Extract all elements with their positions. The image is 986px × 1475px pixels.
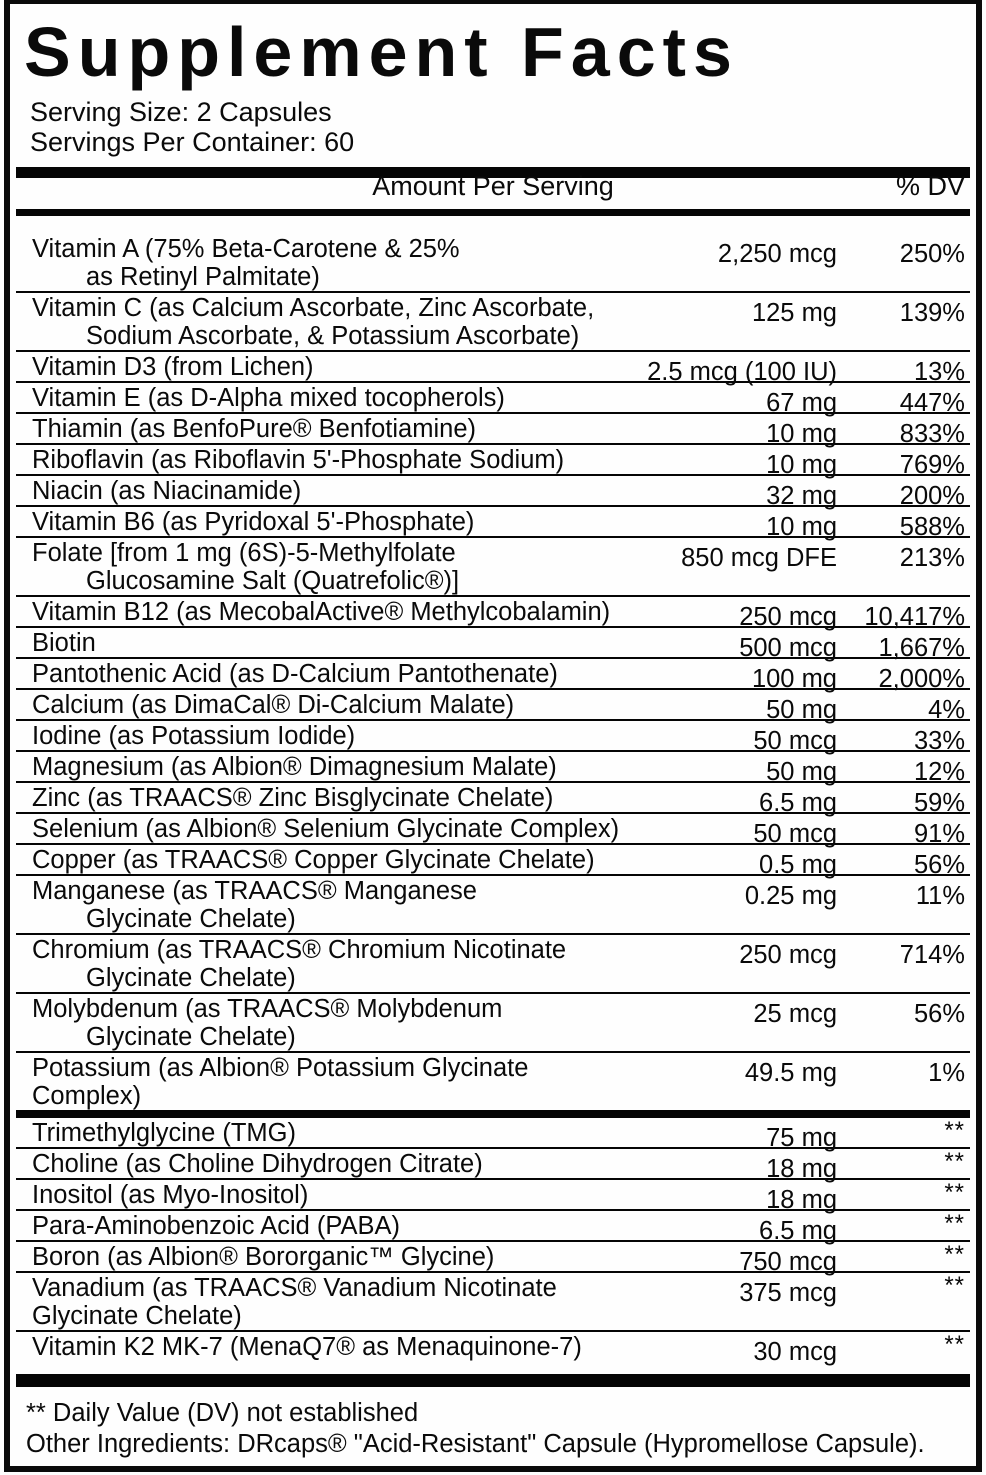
amount-value: 10 mg — [766, 450, 837, 479]
table-row — [16, 994, 970, 1053]
table-row — [16, 690, 970, 724]
ingredient-name-line: Selenium (as Albion® Selenium Glycinate Complex) — [32, 814, 620, 843]
footnotes — [26, 1398, 970, 1460]
amount-value: 500 mcg — [739, 633, 837, 662]
table-row — [16, 752, 970, 786]
dv-value: ** — [944, 1240, 965, 1268]
table-row — [16, 1273, 970, 1332]
amount-value: 850 mcg DFE — [681, 543, 837, 572]
dv-value: 447% — [899, 388, 965, 417]
ingredient-name-line: Vitamin B6 (as Pyridoxal 5'-Phosphate) — [32, 507, 475, 536]
table-header-row — [16, 170, 970, 209]
table-row — [16, 1116, 970, 1152]
ingredient-name-line: Vitamin K2 MK-7 (MenaQ7® as Menaquinone-7) — [32, 1332, 582, 1361]
ingredient-name — [32, 815, 625, 843]
dv-value: ** — [944, 1209, 965, 1237]
ingredient-name-line: Riboflavin (as Riboflavin 5'-Phosphate Sodium) — [32, 445, 565, 474]
dv-value: 769% — [899, 450, 965, 479]
ingredient-name — [32, 294, 625, 350]
amount-value: 49.5 mg — [744, 1058, 837, 1087]
ingredient-name-line: Vanadium (as TRAACS® Vanadium Nicotinate — [32, 1273, 557, 1302]
ingredient-name — [32, 235, 625, 291]
dv-value: 56% — [913, 850, 965, 879]
ingredient-name — [32, 598, 625, 626]
ingredient-name — [32, 353, 625, 381]
dv-value: 200% — [899, 481, 965, 510]
amount-value: 6.5 mg — [759, 1216, 837, 1245]
dv-value: 250% — [899, 239, 965, 268]
dv-value: 12% — [913, 757, 965, 786]
ingredient-name-line: Magnesium (as Albion® Dimagnesium Malate) — [32, 752, 557, 781]
ingredient-name-line: Glycinate Chelate) — [86, 1022, 296, 1051]
amount-value: 50 mcg — [753, 819, 837, 848]
ingredient-name — [32, 384, 625, 412]
amount-value: 25 mcg — [753, 999, 837, 1028]
amount-value: 250 mcg — [739, 602, 837, 631]
table-row — [16, 845, 970, 879]
table-row — [16, 1330, 970, 1366]
ingredient-name-line: Glycinate Chelate) — [32, 1301, 242, 1330]
dv-value: 4% — [928, 695, 965, 724]
ingredient-name — [32, 691, 625, 719]
ingredient-name-line: Calcium (as DimaCal® Di-Calcium Malate) — [32, 690, 515, 719]
table-row — [16, 814, 970, 848]
ingredient-name — [32, 753, 625, 781]
ingredient-name — [32, 415, 625, 443]
amount-value: 50 mg — [766, 757, 837, 786]
dv-value: 833% — [899, 419, 965, 448]
footnote-dv-not-established: ** Daily Value (DV) not established — [26, 1399, 419, 1427]
ingredient-name — [32, 1333, 625, 1361]
amount-value: 2,250 mcg — [717, 239, 837, 268]
amount-value: 18 mg — [766, 1154, 837, 1183]
dv-value: 2,000% — [878, 664, 965, 693]
ingredient-name-line: Thiamin (as BenfoPure® Benfotiamine) — [32, 414, 476, 443]
table-row — [16, 876, 970, 935]
amount-value: 250 mcg — [739, 940, 837, 969]
table-row — [16, 1209, 970, 1245]
serving-size-text: Serving Size: 2 Capsules — [30, 96, 332, 127]
ingredient-name-line: Para-Aminobenzoic Acid (PABA) — [32, 1211, 401, 1240]
table-row — [16, 507, 970, 541]
ingredient-name-line: Iodine (as Potassium Iodide) — [32, 721, 356, 750]
ingredient-name-line: Zinc (as TRAACS® Zinc Bisglycinate Chelate) — [32, 783, 554, 812]
amount-value: 50 mcg — [753, 726, 837, 755]
ingredient-name-line: Vitamin C (as Calcium Ascorbate, Zinc Ascorbate, — [32, 293, 595, 322]
table-row — [16, 293, 970, 352]
amount-value: 50 mg — [766, 695, 837, 724]
table-row — [16, 1147, 970, 1183]
dv-value: 91% — [913, 819, 965, 848]
ingredient-name-line: Glucosamine Salt (Quatrefolic®)] — [86, 566, 460, 595]
amount-value: 32 mg — [766, 481, 837, 510]
ingredient-name-line: Sodium Ascorbate, & Potassium Ascorbate) — [86, 321, 580, 350]
table-row — [16, 414, 970, 448]
label-title: Supplement Facts — [24, 13, 739, 91]
ingredient-name — [32, 784, 625, 812]
ingredient-name — [32, 846, 625, 874]
ingredient-name-line: Pantothenic Acid (as D-Calcium Pantothenate) — [32, 659, 558, 688]
dv-value: 56% — [913, 999, 965, 1028]
ingredient-name-line: Inositol (as Myo-Inositol) — [32, 1180, 309, 1209]
ingredient-name — [32, 508, 625, 536]
ingredient-name — [32, 539, 625, 595]
ingredient-name-line: Copper (as TRAACS® Copper Glycinate Chelate) — [32, 845, 595, 874]
table-row — [16, 538, 970, 597]
table-row — [16, 352, 970, 386]
table-row — [16, 628, 970, 662]
table-row — [16, 445, 970, 479]
dv-value: 714% — [899, 940, 965, 969]
dv-value: 1% — [928, 1058, 965, 1087]
ingredient-name — [32, 446, 625, 474]
ingredient-name — [32, 722, 625, 750]
amount-value: 100 mg — [751, 664, 837, 693]
table-row — [16, 1178, 970, 1214]
ingredient-name — [32, 1243, 625, 1271]
ingredient-name-line: Molybdenum (as TRAACS® Molybdenum — [32, 994, 503, 1023]
ingredient-name-line: Folate [from 1 mg (6S)-5-Methylfolate — [32, 538, 456, 567]
column-header-amount-per-serving: Amount Per Serving — [372, 170, 614, 201]
table-row — [16, 476, 970, 510]
dv-value: ** — [944, 1330, 965, 1358]
dv-value: ** — [944, 1116, 965, 1144]
dv-value: 588% — [899, 512, 965, 541]
amount-value: 125 mg — [751, 298, 837, 327]
table-row — [16, 383, 970, 417]
amount-value: 18 mg — [766, 1185, 837, 1214]
amount-value: 6.5 mg — [759, 788, 837, 817]
ingredient-name — [32, 1274, 625, 1330]
ingredient-name-line: Vitamin A (75% Beta-Carotene & 25% — [32, 234, 460, 263]
table-row — [16, 216, 970, 293]
ingredient-name-line: Vitamin E (as D-Alpha mixed tocopherols) — [32, 383, 505, 412]
table-row — [16, 721, 970, 755]
dv-value: 59% — [913, 788, 965, 817]
table-row — [16, 597, 970, 631]
facts-table — [16, 216, 970, 1366]
ingredient-name-line: Vitamin D3 (from Lichen) — [32, 352, 314, 381]
table-row — [16, 1240, 970, 1276]
ingredient-name-line: Choline (as Choline Dihydrogen Citrate) — [32, 1149, 483, 1178]
serving-info — [30, 97, 970, 157]
ingredient-name-line: Trimethylglycine (TMG) — [32, 1118, 296, 1147]
ingredient-name-line: Vitamin B12 (as MecobalActive® Methylcobalamin) — [32, 597, 611, 626]
amount-value: 10 mg — [766, 419, 837, 448]
ingredient-name-line: Glycinate Chelate) — [86, 904, 296, 933]
dv-value: ** — [944, 1271, 965, 1299]
dv-value: ** — [944, 1178, 965, 1206]
ingredient-name-line: as Retinyl Palmitate) — [86, 262, 320, 291]
ingredient-name-line: Glycinate Chelate) — [86, 963, 296, 992]
divider-bar-header — [16, 209, 970, 216]
column-header-percent-dv: % DV — [895, 170, 965, 201]
ingredient-name — [32, 877, 625, 933]
dv-value: 213% — [899, 543, 965, 572]
amount-value: 375 mcg — [739, 1278, 837, 1307]
footnote-other-ingredients: Other Ingredients: DRcaps® "Acid-Resistant" Capsule (Hypromellose Capsule). — [26, 1430, 925, 1458]
amount-value: 30 mcg — [753, 1337, 837, 1366]
dv-value: 10,417% — [864, 602, 965, 631]
ingredient-name-line: Chromium (as TRAACS® Chromium Nicotinate — [32, 935, 567, 964]
amount-value: 67 mg — [766, 388, 837, 417]
ingredient-name-line: Biotin — [32, 628, 96, 657]
table-row — [16, 935, 970, 994]
amount-value: 0.25 mg — [744, 881, 837, 910]
dv-value: 33% — [913, 726, 965, 755]
ingredient-name-line: Manganese (as TRAACS® Manganese — [32, 876, 477, 905]
dv-value: 11% — [915, 881, 965, 910]
ingredient-name-line: Niacin (as Niacinamide) — [32, 476, 302, 505]
ingredient-name — [32, 936, 625, 992]
ingredient-name — [32, 629, 625, 657]
dv-value: 1,667% — [878, 633, 965, 662]
amount-value: 750 mcg — [739, 1247, 837, 1276]
amount-value: 2.5 mcg (100 IU) — [647, 357, 837, 386]
ingredient-name — [32, 1119, 625, 1147]
table-row — [16, 659, 970, 693]
dv-value: 139% — [899, 298, 965, 327]
ingredient-name — [32, 1150, 625, 1178]
divider-bar-thick-bottom — [16, 1374, 970, 1387]
servings-per-container-text: Servings Per Container: 60 — [30, 126, 355, 157]
amount-value: 0.5 mg — [759, 850, 837, 879]
ingredient-name — [32, 660, 625, 688]
dv-value: 13% — [913, 357, 965, 386]
ingredient-name — [32, 477, 625, 505]
table-row — [16, 1053, 970, 1118]
ingredient-name — [32, 995, 625, 1051]
amount-value: 10 mg — [766, 512, 837, 541]
ingredient-name — [32, 1181, 625, 1209]
ingredient-name — [32, 1054, 625, 1110]
supplement-facts-label — [4, 0, 982, 1472]
ingredient-name-line: Boron (as Albion® Bororganic™ Glycine) — [32, 1242, 495, 1271]
ingredient-name — [32, 1212, 625, 1240]
table-row — [16, 783, 970, 817]
ingredient-name-line: Potassium (as Albion® Potassium Glycinate Complex) — [32, 1053, 529, 1110]
amount-value: 75 mg — [766, 1123, 837, 1152]
dv-value: ** — [944, 1147, 965, 1175]
